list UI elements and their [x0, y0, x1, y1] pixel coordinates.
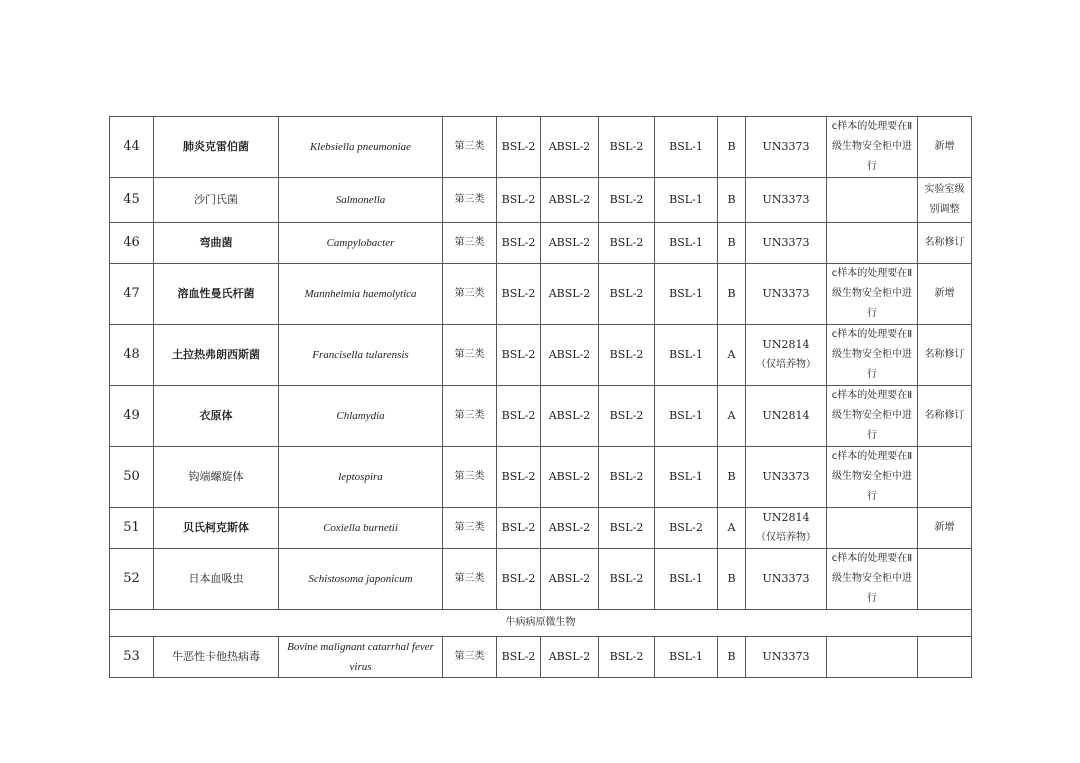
- un-code: UN2814: [762, 511, 810, 524]
- lab-level-culture: BSL-2: [497, 264, 541, 325]
- remark: [918, 447, 972, 508]
- chinese-name: 钩端螺旋体: [154, 447, 279, 508]
- table-row: [110, 117, 972, 178]
- un-number: [746, 508, 827, 549]
- lab-level-animal: ABSL-2: [541, 223, 599, 264]
- latin-name: Bovine malignant catarrhal fever virus: [279, 637, 443, 678]
- un-code: UN3373: [762, 287, 810, 300]
- un-code: UN3373: [762, 236, 810, 249]
- hazard-class: 第三类: [443, 117, 497, 178]
- chinese-name: 贝氏柯克斯体: [154, 508, 279, 549]
- remark: 实验室级别调整: [918, 178, 972, 223]
- table-row: [110, 637, 972, 678]
- latin-name: Francisella tularensis: [279, 325, 443, 386]
- lab-level-sample: BSL-2: [599, 325, 655, 386]
- lab-level-animal: ABSL-2: [541, 447, 599, 508]
- lab-level-culture: BSL-2: [497, 549, 541, 610]
- row-number: 48: [110, 325, 154, 386]
- lab-level-inactivated: BSL-1: [655, 223, 718, 264]
- lab-level-culture: BSL-2: [497, 447, 541, 508]
- un-note: （仅培养物）: [756, 532, 816, 543]
- table-row: [110, 264, 972, 325]
- un-code: UN2814: [762, 338, 810, 351]
- remark: [918, 549, 972, 610]
- un-number: [746, 386, 827, 447]
- packaging-class: B: [718, 178, 746, 223]
- lab-level-inactivated: BSL-1: [655, 325, 718, 386]
- un-number: [746, 325, 827, 386]
- chinese-name: 沙门氏菌: [154, 178, 279, 223]
- row-number: 45: [110, 178, 154, 223]
- lab-level-sample: BSL-2: [599, 117, 655, 178]
- handling-note: c样本的处理要在Ⅱ级生物安全柜中进行: [827, 447, 918, 508]
- latin-name: Campylobacter: [279, 223, 443, 264]
- un-number: [746, 264, 827, 325]
- remark: 新增: [918, 117, 972, 178]
- un-number: [746, 178, 827, 223]
- un-code: UN3373: [762, 650, 810, 663]
- un-number: [746, 637, 827, 678]
- remark: 名称修订: [918, 223, 972, 264]
- row-number: 51: [110, 508, 154, 549]
- remark: 名称修订: [918, 325, 972, 386]
- lab-level-sample: BSL-2: [599, 549, 655, 610]
- handling-note: [827, 508, 918, 549]
- row-number: 52: [110, 549, 154, 610]
- remark: 名称修订: [918, 386, 972, 447]
- lab-level-inactivated: BSL-1: [655, 178, 718, 223]
- latin-name: Chlamydia: [279, 386, 443, 447]
- section-title: 牛病病原微生物: [110, 610, 972, 637]
- hazard-class: 第三类: [443, 223, 497, 264]
- handling-note: [827, 637, 918, 678]
- table-row: [110, 325, 972, 386]
- handling-note: c样本的处理要在Ⅱ级生物安全柜中进行: [827, 386, 918, 447]
- lab-level-sample: BSL-2: [599, 223, 655, 264]
- lab-level-inactivated: BSL-1: [655, 447, 718, 508]
- packaging-class: A: [718, 508, 746, 549]
- handling-note: c样本的处理要在Ⅱ级生物安全柜中进行: [827, 117, 918, 178]
- un-code: UN3373: [762, 572, 810, 585]
- lab-level-inactivated: BSL-1: [655, 637, 718, 678]
- latin-name: leptospira: [279, 447, 443, 508]
- un-number: [746, 447, 827, 508]
- handling-note: c样本的处理要在Ⅱ级生物安全柜中进行: [827, 549, 918, 610]
- remark: [918, 637, 972, 678]
- row-number: 46: [110, 223, 154, 264]
- hazard-class: 第三类: [443, 386, 497, 447]
- hazard-class: 第三类: [443, 549, 497, 610]
- handling-note: [827, 223, 918, 264]
- lab-level-sample: BSL-2: [599, 264, 655, 325]
- un-code: UN3373: [762, 470, 810, 483]
- latin-name: Klebsiella pneumoniae: [279, 117, 443, 178]
- handling-note: c样本的处理要在Ⅱ级生物安全柜中进行: [827, 264, 918, 325]
- table-body: [110, 117, 972, 678]
- lab-level-animal: ABSL-2: [541, 637, 599, 678]
- hazard-class: 第三类: [443, 508, 497, 549]
- lab-level-sample: BSL-2: [599, 447, 655, 508]
- chinese-name: 日本血吸虫: [154, 549, 279, 610]
- un-number: [746, 549, 827, 610]
- row-number: 50: [110, 447, 154, 508]
- un-code: UN3373: [762, 140, 810, 153]
- lab-level-animal: ABSL-2: [541, 178, 599, 223]
- lab-level-culture: BSL-2: [497, 223, 541, 264]
- table-row: [110, 508, 972, 549]
- packaging-class: B: [718, 264, 746, 325]
- chinese-name: 弯曲菌: [154, 223, 279, 264]
- table-row: [110, 178, 972, 223]
- hazard-class: 第三类: [443, 178, 497, 223]
- packaging-class: B: [718, 223, 746, 264]
- lab-level-culture: BSL-2: [497, 637, 541, 678]
- chinese-name: 溶血性曼氏杆菌: [154, 264, 279, 325]
- pathogen-table: [109, 116, 972, 678]
- chinese-name: 肺炎克雷伯菌: [154, 117, 279, 178]
- latin-name: Coxiella burnetii: [279, 508, 443, 549]
- lab-level-animal: ABSL-2: [541, 264, 599, 325]
- un-code: UN2814: [762, 409, 810, 422]
- packaging-class: B: [718, 447, 746, 508]
- chinese-name: 土拉热弗朗西斯菌: [154, 325, 279, 386]
- table-row: [110, 223, 972, 264]
- un-number: [746, 117, 827, 178]
- packaging-class: B: [718, 117, 746, 178]
- packaging-class: B: [718, 637, 746, 678]
- lab-level-culture: BSL-2: [497, 117, 541, 178]
- lab-level-animal: ABSL-2: [541, 325, 599, 386]
- lab-level-sample: BSL-2: [599, 508, 655, 549]
- lab-level-animal: ABSL-2: [541, 549, 599, 610]
- lab-level-inactivated: BSL-2: [655, 508, 718, 549]
- row-number: 44: [110, 117, 154, 178]
- table-row: [110, 386, 972, 447]
- remark: 新增: [918, 264, 972, 325]
- lab-level-sample: BSL-2: [599, 386, 655, 447]
- un-note: （仅培养物）: [756, 359, 816, 370]
- lab-level-animal: ABSL-2: [541, 508, 599, 549]
- lab-level-inactivated: BSL-1: [655, 117, 718, 178]
- lab-level-culture: BSL-2: [497, 325, 541, 386]
- lab-level-sample: BSL-2: [599, 178, 655, 223]
- lab-level-inactivated: BSL-1: [655, 264, 718, 325]
- lab-level-animal: ABSL-2: [541, 117, 599, 178]
- un-code: UN3373: [762, 193, 810, 206]
- lab-level-culture: BSL-2: [497, 386, 541, 447]
- chinese-name: 牛恶性卡他热病毒: [154, 637, 279, 678]
- lab-level-inactivated: BSL-1: [655, 549, 718, 610]
- lab-level-inactivated: BSL-1: [655, 386, 718, 447]
- latin-name: Mannheimia haemolytica: [279, 264, 443, 325]
- lab-level-culture: BSL-2: [497, 508, 541, 549]
- latin-name: Salmonella: [279, 178, 443, 223]
- section-row: [110, 610, 972, 637]
- hazard-class: 第三类: [443, 447, 497, 508]
- packaging-class: A: [718, 386, 746, 447]
- lab-level-animal: ABSL-2: [541, 386, 599, 447]
- lab-level-culture: BSL-2: [497, 178, 541, 223]
- hazard-class: 第三类: [443, 325, 497, 386]
- row-number: 47: [110, 264, 154, 325]
- hazard-class: 第三类: [443, 264, 497, 325]
- packaging-class: A: [718, 325, 746, 386]
- hazard-class: 第三类: [443, 637, 497, 678]
- row-number: 53: [110, 637, 154, 678]
- handling-note: c样本的处理要在Ⅱ级生物安全柜中进行: [827, 325, 918, 386]
- latin-name: Schistosoma japonicum: [279, 549, 443, 610]
- table-row: [110, 447, 972, 508]
- un-number: [746, 223, 827, 264]
- packaging-class: B: [718, 549, 746, 610]
- lab-level-sample: BSL-2: [599, 637, 655, 678]
- remark: 新增: [918, 508, 972, 549]
- row-number: 49: [110, 386, 154, 447]
- chinese-name: 衣原体: [154, 386, 279, 447]
- table-row: [110, 549, 972, 610]
- handling-note: [827, 178, 918, 223]
